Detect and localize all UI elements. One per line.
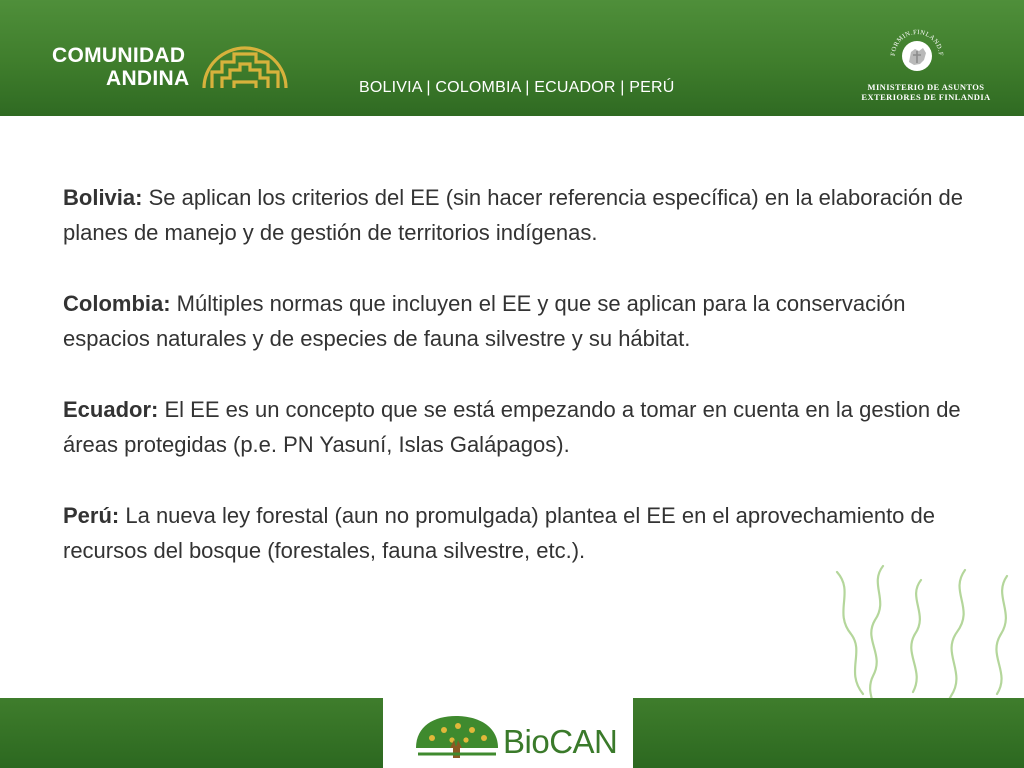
country-label-ecuador: Ecuador:: [63, 397, 159, 422]
org-name-line1: COMUNIDAD: [52, 44, 186, 67]
biocan-tree-logo-icon: [412, 710, 502, 764]
org-name-line2: ANDINA: [106, 67, 190, 90]
country-text-bolivia: Se aplican los criterios del EE (sin hacer referencia específica) en la elaboración de planes de manejo y de gestión de territorios indígenas.: [63, 185, 964, 245]
slide-body: [63, 180, 983, 604]
country-label-peru: Perú:: [63, 503, 120, 528]
finland-ministry-name: [858, 82, 994, 102]
ministry-line2: EXTERIORES DE FINLANDIA: [861, 92, 991, 102]
member-countries: BOLIVIA | COLOMBIA | ECUADOR | PERÚ: [359, 79, 675, 96]
country-label-bolivia: Bolivia:: [63, 185, 143, 210]
biocan-label: BioCAN: [503, 723, 618, 760]
paragraph-colombia: [63, 286, 983, 356]
paragraph-peru: [63, 498, 983, 568]
footer-bar-right: [633, 698, 1024, 768]
paragraph-bolivia: [63, 180, 983, 250]
finland-ministry-seal-icon: [885, 22, 949, 86]
country-text-ecuador: El EE es un concepto que se está empezando a tomar en cuenta en la gestion de áreas protegidas (p.e. PN Yasuní, Islas Galápagos).: [63, 397, 961, 457]
country-label-colombia: Colombia:: [63, 291, 171, 316]
ministry-line1: MINISTERIO DE ASUNTOS: [867, 82, 985, 92]
footer-bar-left: [0, 698, 383, 768]
seal-text: FORMIN.FINLAND.F: [889, 28, 945, 57]
paragraph-ecuador: [63, 392, 983, 462]
country-text-colombia: Múltiples normas que incluyen el EE y que se aplican para la conservación espacios naturales y de especies de fauna silvestre y su hábitat.: [63, 291, 906, 351]
comunidad-andina-wordmark: [52, 44, 189, 90]
country-text-peru: La nueva ley forestal (aun no promulgada) plantea el EE en el aprovechamiento de recursos del bosque (forestales, fauna silvestre, etc.).: [63, 503, 936, 563]
header-banner: [0, 0, 1024, 116]
comunidad-andina-logo-icon: [200, 42, 290, 90]
